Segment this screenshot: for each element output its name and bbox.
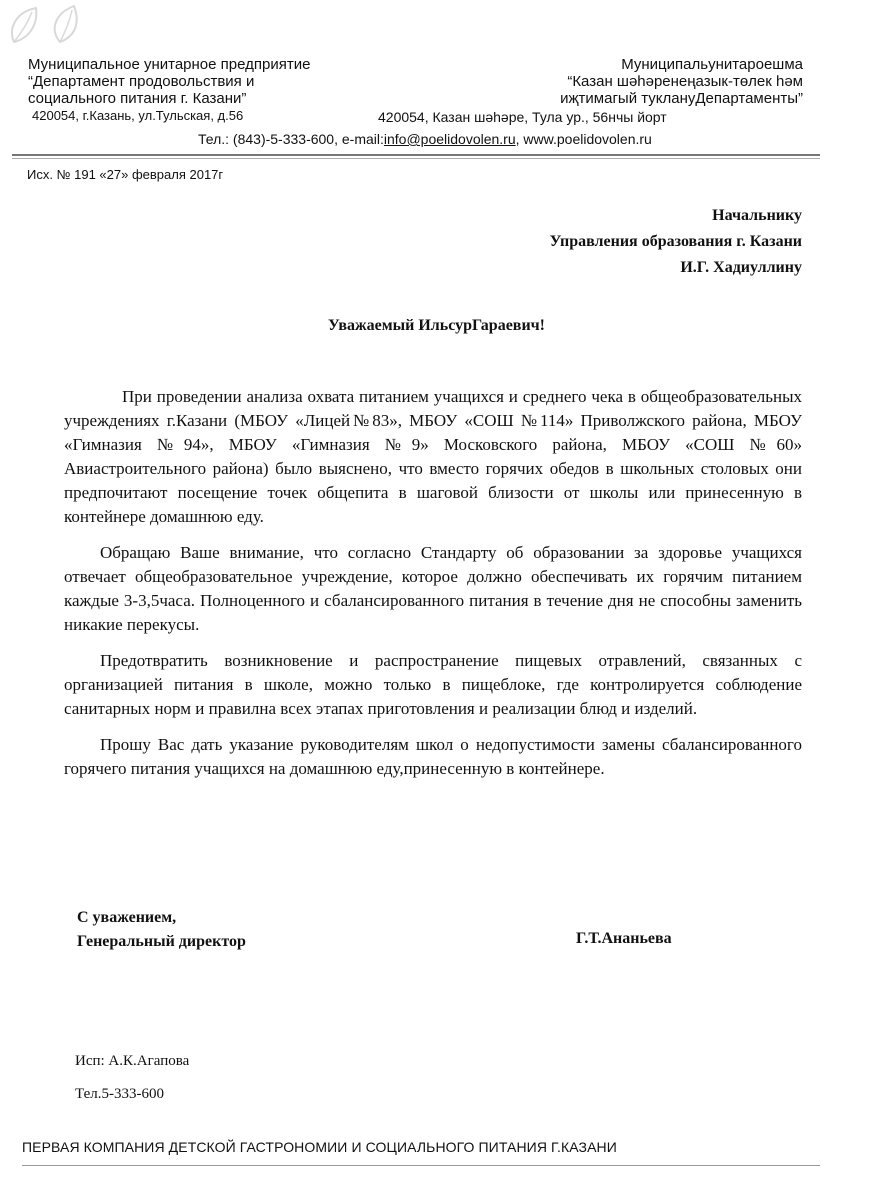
left-org-line1: Муниципальное унитарное предприятие: [28, 56, 311, 73]
left-org-line3: социального питания г. Казани”: [28, 90, 247, 107]
right-address: 420054, Казан шәһәре, Тула ур., 56нчы йорт: [378, 109, 667, 125]
left-address: 420054, г.Казань, ул.Тульская, д.56: [32, 108, 244, 123]
right-org-line3: иҗтимагый туклануДепартаменты”: [560, 90, 803, 107]
left-org-line2: “Департамент продовольствия и: [28, 73, 255, 90]
letter-body: [64, 385, 802, 793]
salutation: Уважаемый ИльсурГараевич!: [327, 317, 546, 334]
addressee-line3: И.Г. Хадиуллину: [680, 259, 802, 276]
addressee-line1: Начальнику: [712, 207, 802, 224]
email-link[interactable]: info@poelidovolen.ru: [383, 131, 516, 147]
contacts-line: [198, 131, 652, 147]
body-paragraph-4: Прошу Вас дать указание руководителям школ о недопустимости замены сбалансированного горячего питания учащихся на домашнюю еду,принесенную в контейнере.: [64, 735, 802, 778]
body-paragraph-3: Предотвратить возникновение и распространение пищевых отравлений, связанных с организацией питания в школе, можно только в пищеблоке, где контролируется соблюдение санитарных норм и правилна всех этапах приготовления и реализации блюд и изделий.: [64, 651, 802, 718]
right-org-line1: Муниципальунитароешма: [621, 56, 803, 73]
contacts-suffix: , www.poelidovolen.ru: [515, 131, 652, 147]
letterhead-divider-thin: [12, 158, 820, 159]
addressee-block: [442, 203, 802, 281]
footer-slogan: ПЕРВАЯ КОМПАНИЯ ДЕТСКОЙ ГАСТРОНОМИИ И СОЦИАЛЬНОГО ПИТАНИЯ Г.КАЗАНИ: [22, 1139, 617, 1155]
letterhead-right-org: [473, 56, 803, 107]
letterhead-left-org: [28, 56, 310, 124]
footer-rule: [22, 1165, 820, 1166]
executor-name: Исп: А.К.Агапова: [75, 1053, 190, 1069]
executor-phone: Тел.5-333-600: [75, 1086, 164, 1102]
contacts-prefix: Тел.: (843)-5-333-600, e-mail:: [198, 131, 384, 147]
closing-line1: С уважением,: [77, 909, 177, 926]
body-paragraph-1: При проведении анализа охвата питанием учащихся и среднего чека в общеобразовательных учреждениях г.Казани (МБОУ «Лицей№83», МБОУ «СОШ №114» Приволжского района, МБОУ «Гимназия №94», МБОУ «Гимназия №9» Московского района, МБОУ «СОШ №60» Авиастроительного района) было выяснено, что вместо горячих обедов в школьных столовых они предпочитают посещение точек общепита в шаговой близости от школы или принесенную в контейнере домашнюю еду.: [64, 387, 802, 526]
signer-name: Г.Т.Ананьева: [576, 930, 672, 947]
body-paragraph-2: Обращаю Ваше внимание, что согласно Стандарту об образовании за здоровье учащихся отвечает общеобразовательное учреждение, которое должно обеспечивать их горячим питанием каждые 3-3,5часа. Полноценного и сбалансированного питания в течение дня не способны заменить никакие перекусы.: [64, 543, 802, 634]
executor-block: [75, 1045, 189, 1111]
closing-line2: Генеральный директор: [77, 933, 246, 950]
closing-block: [77, 906, 246, 954]
addressee-line2: Управления образования г. Казани: [549, 233, 802, 250]
outgoing-reference: Исх. № 191 «27» февраля 2017г: [27, 167, 224, 182]
leaf-logo-icon: [2, 2, 112, 48]
letterhead-divider: [12, 154, 820, 156]
right-org-line2: “Казан шәһәренеңазык-төлек һәм: [567, 73, 803, 90]
